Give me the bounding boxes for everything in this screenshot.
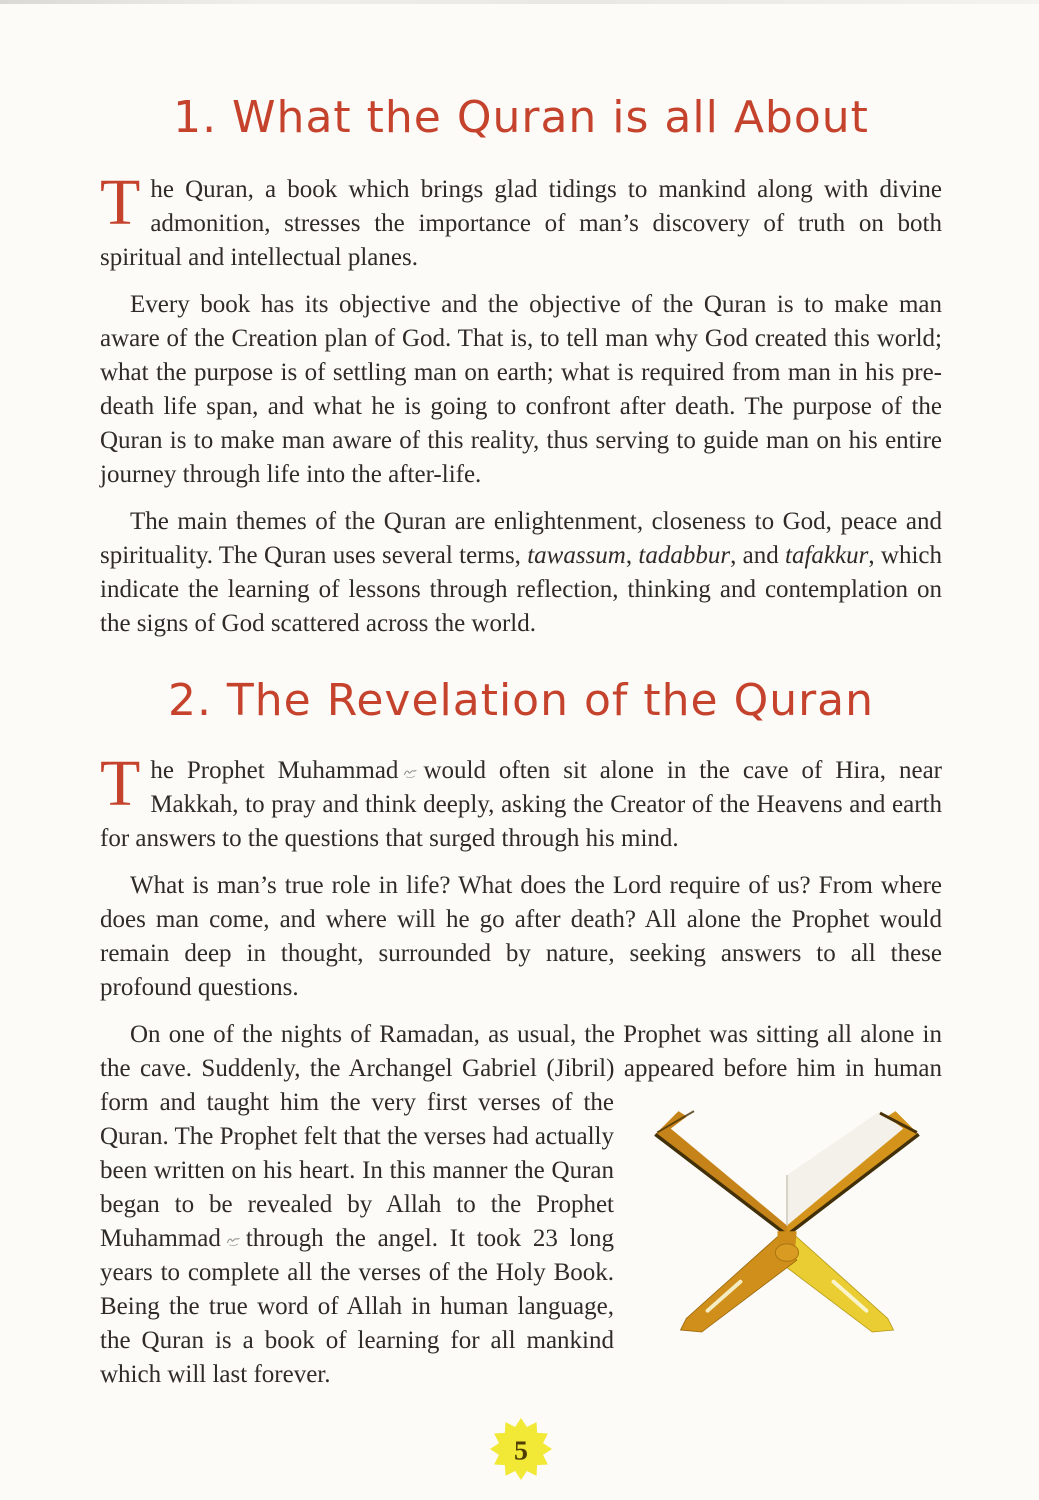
pbuh-icon [225, 1233, 242, 1248]
s2-paragraph-1-text-a: he Prophet Muhammad [150, 757, 399, 784]
page-number-badge [490, 1418, 552, 1485]
s2-paragraph-1 [100, 747, 942, 856]
s1-paragraph-1 [100, 166, 942, 275]
s2-paragraph-3 [100, 1018, 942, 1392]
term-tawassum: tawassum [527, 542, 626, 569]
book-right-page [787, 1111, 903, 1225]
quran-stand-image [632, 1082, 942, 1334]
s1-paragraph-3-text-b: , which indicate the learning of lessons through reflection, thinking and contemplation on the signs of God scattered across the world. [100, 542, 942, 637]
section1-heading: 1. What the Quran is all About [173, 92, 869, 143]
dropcap-t-2: T [100, 747, 141, 820]
s1-paragraph-3-sep-1: , [625, 542, 639, 569]
section-2 [100, 675, 942, 1392]
pbuh-icon [402, 765, 419, 780]
s1-paragraph-3-text-a: The main themes of the Quran are enlightenment, closeness to God, peace and spirituality. The Quran uses several terms, [100, 508, 942, 569]
s1-paragraph-3-sep-2: , and [730, 542, 786, 569]
term-tafakkur: tafakkur [785, 542, 869, 569]
s1-paragraph-1-text: he Quran, a book which brings glad tidings to mankind along with divine admonition, stresses the importance of man’s discovery of truth on both spiritual and intellectual planes. [100, 176, 942, 271]
s2-paragraph-2: What is man’s true role in life? What does the Lord require of us? From where does man come, and where will he go after death? All alone the Prophet would remain deep in thought, surrounded by nature, seeking answers to all these profound questions. [100, 872, 942, 1001]
term-tadabbur: tadabbur [638, 542, 731, 569]
starburst-icon [490, 1418, 552, 1480]
s2-paragraph-3-text-a: On one of the nights of Ramadan, as usual, the Prophet was sitting all alone in the cave. Suddenly, the Archangel Gabriel (Jibril) appeared before him in [100, 1021, 942, 1082]
book-left-page [671, 1111, 787, 1225]
page-number: 5 [514, 1435, 528, 1467]
dropcap-t-1: T [100, 166, 141, 239]
s2-paragraph-1-text-b: would often sit alone in the cave of Hira, near Makkah, to pray and think deeply, asking the Creator of the Heavens and earth for answers to the questions that surged through his mind. [100, 757, 942, 852]
s1-paragraph-2: Every book has its objective and the objective of the Quran is to make man aware of the Creation plan of God. That is, to tell man why God created this world; what the purpose is of settling man on earth; what is required from man in his pre-death life span, and what he is going to confront after death. The purpose of the Quran is to make man aware of this reality, thus serving to guide man on his entire journey through life into the after-life. [100, 291, 942, 488]
s1-paragraph-3 [100, 505, 942, 641]
s2-paragraph-3-text-c: through the angel. It took 23 long years to complete all the verses of the Holy Book. Being the true word of Allah in human language, the Quran is a book of learning for all mankind which will last forever. [100, 1225, 614, 1388]
section-1 [100, 0, 942, 641]
s2-paragraph-3-text-b: human form and taught him the very first verses of the Quran. The Prophet felt that the verses had actually been written on his heart. In this manner the Quran began to be revealed by Allah to the Prophet Muhammad [100, 1055, 942, 1252]
scan-top-edge [0, 0, 1039, 4]
section2-heading: 2. The Revelation of the Quran [167, 675, 875, 726]
